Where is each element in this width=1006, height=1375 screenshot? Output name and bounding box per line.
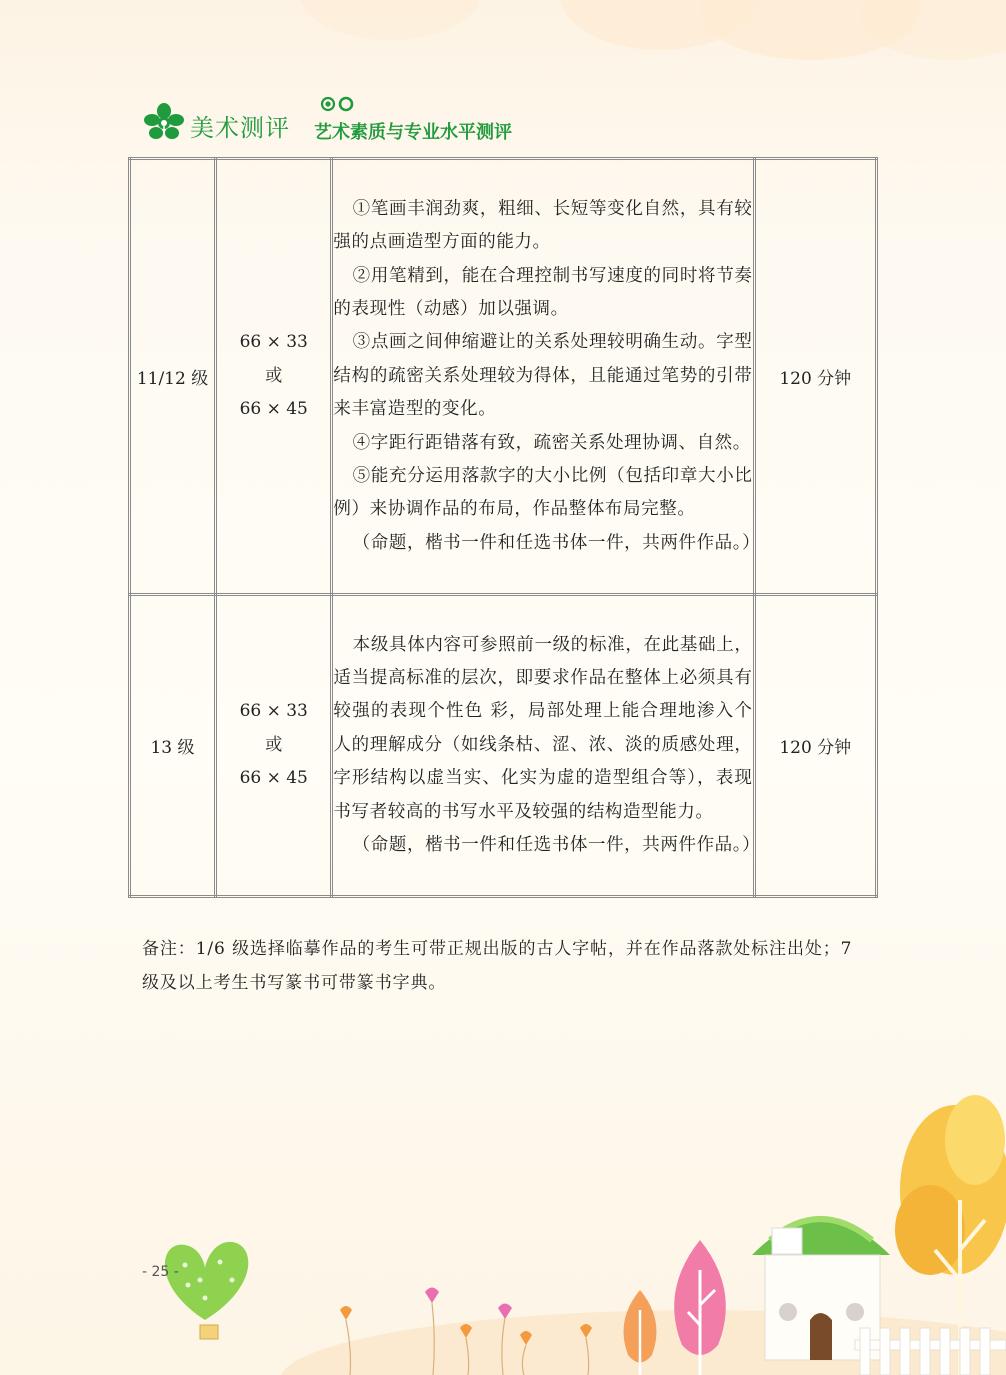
level-cell: 13 级 <box>130 595 216 897</box>
size-or: 或 <box>265 365 283 386</box>
page-header <box>142 96 562 146</box>
description-cell <box>332 595 761 897</box>
header-subtitle: 艺术素质与专业水平测评 <box>314 122 512 143</box>
criterion-paragraph: ③点画之间伸缩避让的关系处理较明确生动。字型结构的疏密关系处理较为得体，且能通过笔势的引带来丰富造型的变化。 <box>333 332 753 420</box>
table-row <box>130 159 877 595</box>
footnote: 备注：1/6 级选择临摹作品的考生可带正规出版的古人字帖，并在作品落款处标注出处；7 级及以上考生书写篆书可带篆书字典。 <box>142 939 853 993</box>
criterion-paragraph: 本级具体内容可参照前一级的标准，在此基础上，适当提高标准的层次，即要求作品在整体上必须具有较强的表现个性色 彩，局部处理上能合理地渗入个人的理解成分（如线条枯、涩、浓、淡的质感处理，字形结构以虚当实、化实为虚的造型组合等），表现书写者较高的书写水平及较强的结构造型能力。 <box>333 634 753 822</box>
heart-balloon-icon <box>165 1242 248 1339</box>
size-cell <box>216 595 332 897</box>
criterion-paragraph: ④字距行距错落有致，疏密关系处理协调、自然。 <box>352 432 751 453</box>
size-value: 66 × 45 <box>239 399 308 420</box>
criterion-paragraph: ①笔画丰润劲爽，粗细、长短等变化自然，具有较强的点画造型方面的能力。 <box>333 198 753 253</box>
criterion-paragraph: ②用笔精到，能在合理控制书写速度的同时将节奏的表现性（动感）加以强调。 <box>333 265 753 319</box>
description-cell <box>332 159 761 595</box>
criteria-table <box>128 157 878 898</box>
table-row <box>130 595 877 897</box>
size-value: 66 × 33 <box>239 332 308 353</box>
flower-decoration <box>425 1288 512 1320</box>
double-circle-icon <box>320 96 360 112</box>
brand-name: 美术测评 <box>190 114 290 142</box>
time-cell: 120 分钟 <box>754 159 877 595</box>
size-value: 66 × 45 <box>239 768 308 789</box>
landscape-illustration <box>0 1080 1006 1375</box>
level-cell: 11/12 级 <box>130 159 216 595</box>
flower-logo-icon <box>142 102 186 142</box>
page-number: - 25 - <box>142 1264 179 1280</box>
size-cell <box>216 159 332 595</box>
size-or: 或 <box>265 734 283 755</box>
criterion-paragraph: ⑤能充分运用落款字的大小比例（包括印章大小比例）来协调作品的布局，作品整体布局完整。 <box>333 466 753 520</box>
size-value: 66 × 33 <box>239 701 308 722</box>
criterion-paragraph: （命题，楷书一件和任选书体一件，共两件作品。） <box>352 532 761 553</box>
criterion-paragraph: （命题，楷书一件和任选书体一件，共两件作品。） <box>352 835 761 856</box>
time-cell: 120 分钟 <box>754 595 877 897</box>
cloud-decoration <box>860 0 1006 60</box>
cloud-decoration <box>300 0 480 40</box>
